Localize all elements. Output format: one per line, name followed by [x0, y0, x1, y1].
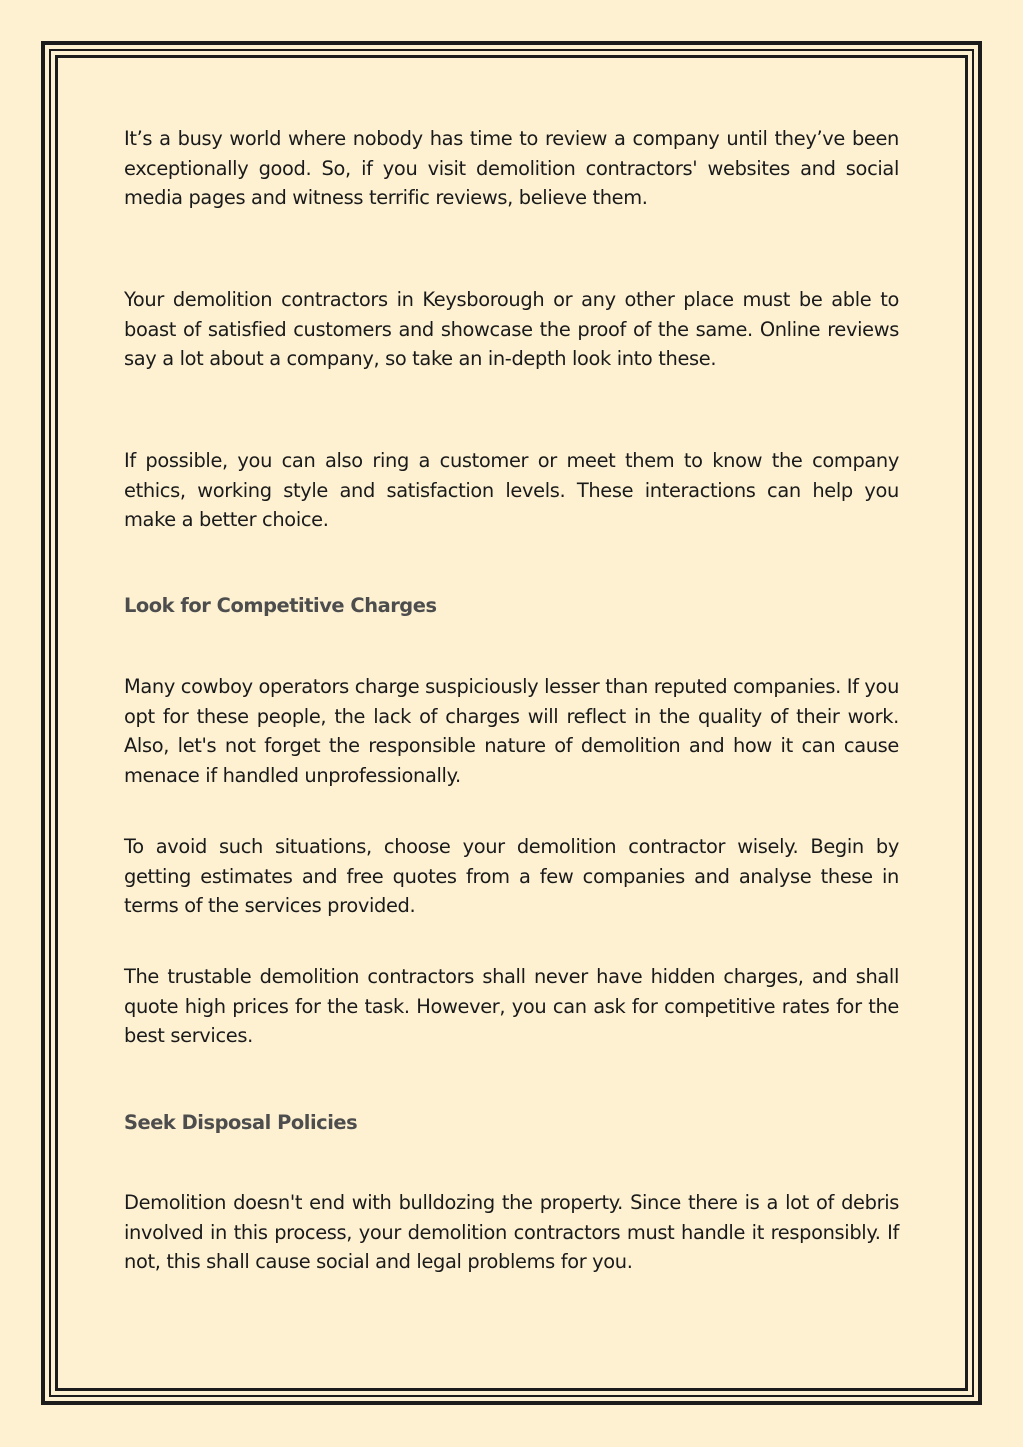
heading-disposal-policies: Seek Disposal Policies	[124, 1111, 358, 1134]
paragraph-satisfied-customers: Your demolition contractors in Keysborough or any other place must be able to boast of satisfied customers and showcase the proof of the same. Online reviews say a lot about a company, so take an in-depth look into these.	[124, 288, 899, 371]
paragraph-ring-customer: If possible, you can also ring a customer or meet them to know the company ethics, working style and satisfaction levels. These interactions can help you make a better choice.	[124, 449, 899, 532]
paragraph-debris-handling: Demolition doesn't end with bulldozing the property. Since there is a lot of debris involved in this process, your demolition contractors must handle it responsibly. If not, this shall cause social and legal problems for you.	[124, 1191, 899, 1274]
heading-competitive-charges: Look for Competitive Charges	[124, 594, 437, 617]
paragraph-cowboy-operators: Many cowboy operators charge suspiciously lesser than reputed companies. If you opt for these people, the lack of charges will reflect in the quality of their work. Also, let's not forget the responsible nature of demolition and how it can cause menace if handled unprofessionally.	[124, 675, 900, 787]
paragraph-busy-world: It’s a busy world where nobody has time to review a company until they’ve been exceptionally good. So, if you visit demolition contractors' websites and social media pages and witness terrific reviews, believe them.	[124, 127, 899, 210]
paragraph-trustable-contractors: The trustable demolition contractors shall never have hidden charges, and shall quote high prices for the task. However, you can ask for competitive rates for the best services.	[124, 965, 899, 1048]
paragraph-avoid-situations: To avoid such situations, choose your demolition contractor wisely. Begin by getting estimates and free quotes from a few companies and analyse these in terms of the services provided.	[124, 835, 899, 918]
